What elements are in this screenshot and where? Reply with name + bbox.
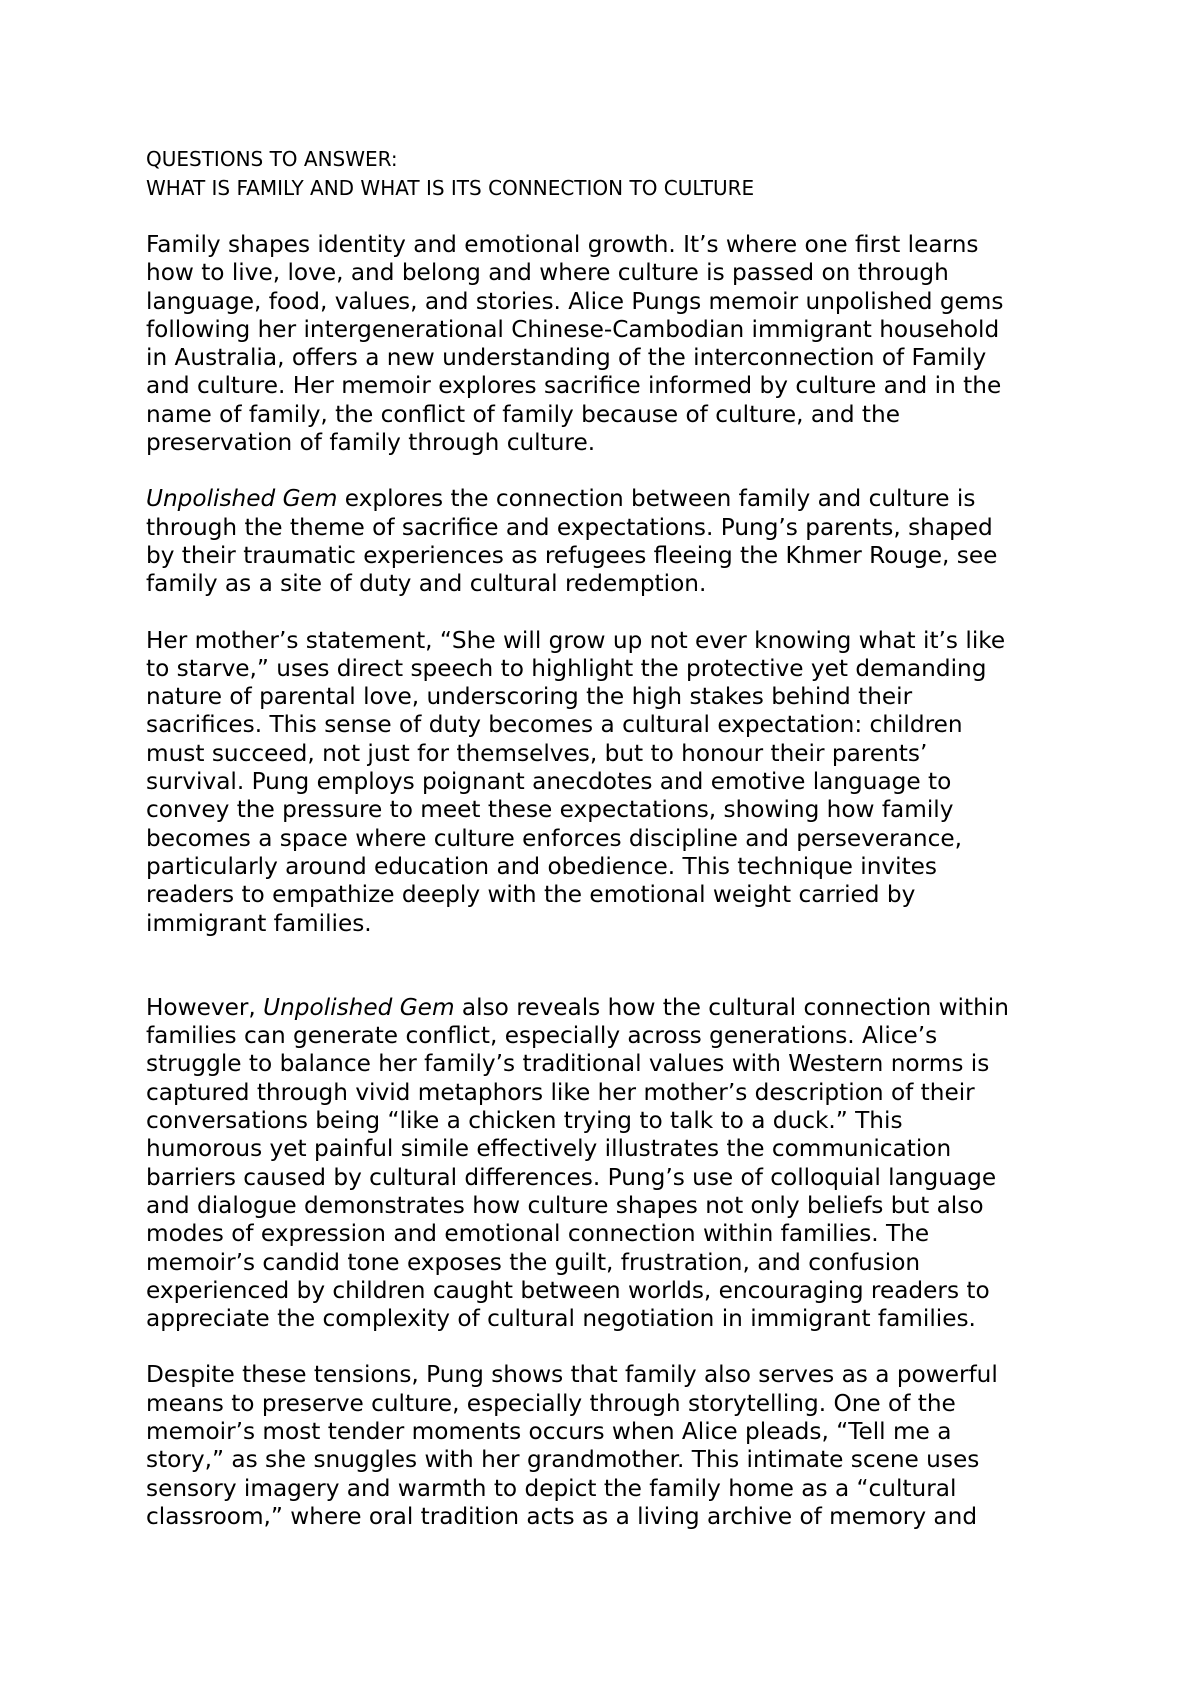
text-line: particularly around education and obedience. This technique invites [146,852,938,880]
text-line: conversations being “like a chicken trying to talk to a duck.” This [146,1107,903,1135]
text-line: classroom,” where oral tradition acts as a living archive of memory and [146,1502,978,1530]
text-line: Despite these tensions, Pung shows that family also serves as a powerful [146,1361,998,1389]
book-title: Unpolished Gem [263,993,455,1021]
text-line: convey the pressure to meet these expectations, showing how family [146,796,954,824]
text-line: experienced by children caught between worlds, encouraging readers to [146,1276,990,1304]
text-line: families can generate conflict, especially across generations. Alice’s [146,1022,938,1050]
heading-line: WHAT IS FAMILY AND WHAT IS ITS CONNECTION TO CULTURE [146,176,755,200]
text-line: captured through vivid metaphors like her mother’s description of their [146,1078,975,1106]
text-line: humorous yet painful simile effectively illustrates the communication [146,1135,952,1163]
text-line: immigrant families. [146,909,372,937]
text-fragment: However, [146,993,264,1021]
text-line: by their traumatic experiences as refugees fleeing the Khmer Rouge, see [146,541,998,569]
text-line: nature of parental love, underscoring the high stakes behind their [146,683,913,711]
text-fragment: explores the connection between family and culture is [337,485,976,513]
paragraph-duty [146,627,1076,938]
book-title: Unpolished Gem [146,485,338,513]
text-line: survival. Pung employs poignant anecdotes and emotive language to [146,768,952,796]
text-line: becomes a space where culture enforces discipline and perseverance, [146,824,962,852]
text-line: memoir’s most tender moments occurs when Alice pleads, “Tell me a [146,1417,952,1445]
text-line: how to live, love, and belong and where culture is passed on through [146,259,949,287]
text-line: memoir’s candid tone exposes the guilt, frustration, and confusion [146,1248,921,1276]
document-content [146,145,1076,1531]
text-line: through the theme of sacrifice and expectations. Pung’s parents, shaped [146,513,993,541]
text-line: name of family, the conflict of family because of culture, and the [146,400,900,428]
text-line: barriers caused by cultural differences. Pung’s use of colloquial language [146,1163,997,1191]
paragraph-sacrifice [146,485,1076,598]
text-line [146,994,1076,1022]
text-line: Her mother’s statement, “She will grow up not ever knowing what it’s like [146,626,1006,654]
paragraph-storytelling [146,1361,1076,1531]
text-line: and culture. Her memoir explores sacrifice informed by culture and in the [146,372,1002,400]
text-line: means to preserve culture, especially through storytelling. One of the [146,1389,956,1417]
text-line: must succeed, not just for themselves, but to honour their parents’ [146,739,928,767]
text-line: modes of expression and emotional connection within families. The [146,1220,930,1248]
text-line: family as a site of duty and cultural redemption. [146,570,707,598]
text-line: language, food, values, and stories. Alice Pungs memoir unpolished gems [146,287,1004,315]
text-line: sensory imagery and warmth to depict the family home as a “cultural [146,1474,957,1502]
text-line: appreciate the complexity of cultural negotiation in immigrant families. [146,1305,976,1333]
text-line: preservation of family through culture. [146,429,596,457]
text-line: Family shapes identity and emotional growth. It’s where one first learns [146,231,979,258]
text-line: struggle to balance her family’s traditional values with Western norms is [146,1050,990,1078]
text-line: to starve,” uses direct speech to highlight the protective yet demanding [146,654,987,682]
text-fragment: also reveals how the cultural connection within [454,993,1009,1021]
text-line [146,485,1076,513]
text-line: and dialogue demonstrates how culture shapes not only beliefs but also [146,1191,984,1219]
text-line: sacrifices. This sense of duty becomes a cultural expectation: children [146,711,963,739]
paragraph-intro [146,231,1076,457]
paragraph-conflict [146,994,1076,1334]
text-line: readers to empathize deeply with the emotional weight carried by [146,881,916,909]
text-line: story,” as she snuggles with her grandmother. This intimate scene uses [146,1446,980,1474]
text-line: following her intergenerational Chinese-Cambodian immigrant household [146,315,1000,343]
text-line: in Australia, offers a new understanding of the interconnection of Family [146,344,987,372]
heading-line: QUESTIONS TO ANSWER: [146,147,398,171]
